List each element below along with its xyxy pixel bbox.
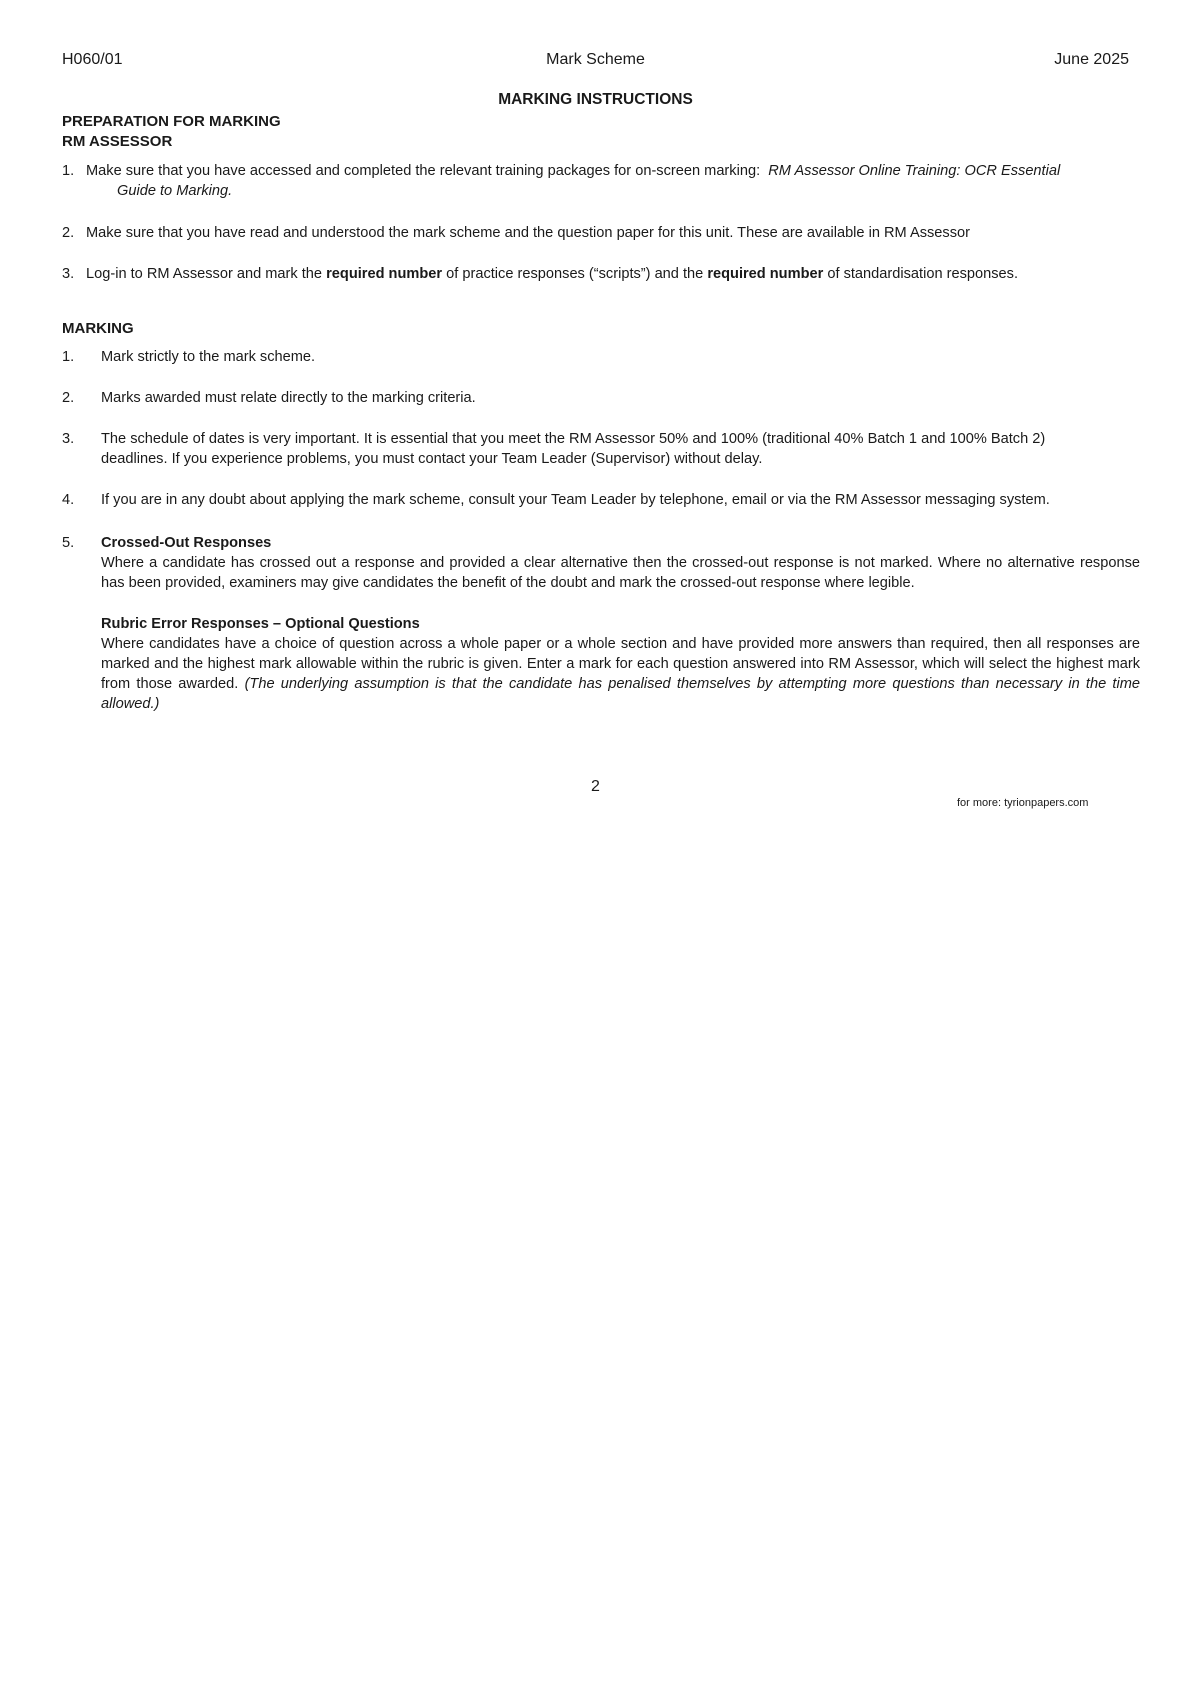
prep-item-3 — [62, 264, 1137, 284]
page-number: 2 — [591, 778, 600, 795]
rubric-error-italic: (The underlying assumption is that the candidate has penalised themselves by attempting more questions than necessary in the time allowed.) — [101, 676, 1140, 712]
marking-item-number: 3. — [62, 431, 75, 447]
marking-heading: MARKING — [62, 320, 134, 337]
header-code: H060/01 — [62, 51, 123, 68]
header-date: June 2025 — [1054, 51, 1129, 68]
prep-item-number: 2. — [62, 225, 75, 241]
marking-item-number: 2. — [62, 390, 75, 406]
prep-item-text: Log-in to RM Assessor and mark the — [86, 266, 323, 282]
marking-item-number: 1. — [62, 349, 75, 365]
marking-item-number: 4. — [62, 492, 75, 508]
header-title: Mark Scheme — [546, 51, 645, 68]
crossed-out-text: Where a candidate has crossed out a response and provided a clear alternative then the crossed-out response is not marked. Where no alternative response has been provided, examiners may give candidates the benefit of the doubt and mark the crossed-out response where legible. — [101, 555, 1140, 591]
prep-item-italic: RM Assessor Online Training: OCR Essential — [768, 163, 1061, 179]
marking-item-text: If you are in any doubt about applying the mark scheme, consult your Team Leader by telephone, email or via the RM Assessor messaging system. — [101, 492, 1050, 508]
marking-item-4 — [62, 490, 1140, 510]
marking-item-number: 5. — [62, 535, 75, 551]
prep-item-number: 3. — [62, 266, 75, 282]
rm-assessor-heading: RM ASSESSOR — [62, 133, 173, 150]
crossed-out-subheading: Crossed-Out Responses — [101, 535, 272, 551]
marking-item-text: Marks awarded must relate directly to the marking criteria. — [101, 390, 476, 406]
marking-item-3 — [62, 429, 1140, 469]
marking-item-text: deadlines. If you experience problems, you must contact your Team Leader (Supervisor) without delay. — [101, 451, 763, 467]
prep-item-2 — [62, 223, 1137, 243]
prep-item-text: of practice responses (“scripts”) and the — [446, 266, 704, 282]
marking-item-text: Mark strictly to the mark scheme. — [101, 349, 316, 365]
prep-item-bold: required number — [707, 266, 824, 282]
page-title: MARKING INSTRUCTIONS — [498, 91, 693, 108]
prep-item-1 — [62, 161, 1137, 201]
preparation-heading: PREPARATION FOR MARKING — [62, 113, 281, 130]
marking-item-5 — [62, 533, 1140, 714]
prep-item-bold: required number — [326, 266, 443, 282]
rubric-error-paragraph — [101, 634, 1140, 714]
rubric-error-text: Where candidates have a choice of question across a whole paper or a whole section and have provided more answers than required, then all responses are marked and the highest mark allowable within the rubric is given. Enter a mark for each question answered into RM Assessor, which will select the highest mark from those awarded. — [101, 636, 1140, 692]
marking-item-2 — [62, 388, 1140, 408]
marking-item-1 — [62, 347, 1140, 367]
prep-item-text: Make sure that you have read and understood the mark scheme and the question paper for this unit. These are available in RM Assessor — [86, 225, 970, 241]
prep-item-italic-cont: Guide to Marking. — [117, 183, 233, 199]
marking-item-text: The schedule of dates is very important. It is essential that you meet the RM Assessor 50% and 100% (traditional 40% Batch 1 and 100% Batch 2) — [101, 431, 1046, 447]
rubric-error-subheading: Rubric Error Responses – Optional Questions — [101, 616, 420, 632]
footer-note: for more: tyrionpapers.com — [957, 797, 1089, 809]
prep-item-text: Make sure that you have accessed and completed the relevant training packages for on-screen marking: — [86, 163, 761, 179]
prep-item-number: 1. — [62, 163, 75, 179]
prep-item-text: of standardisation responses. — [827, 266, 1019, 282]
